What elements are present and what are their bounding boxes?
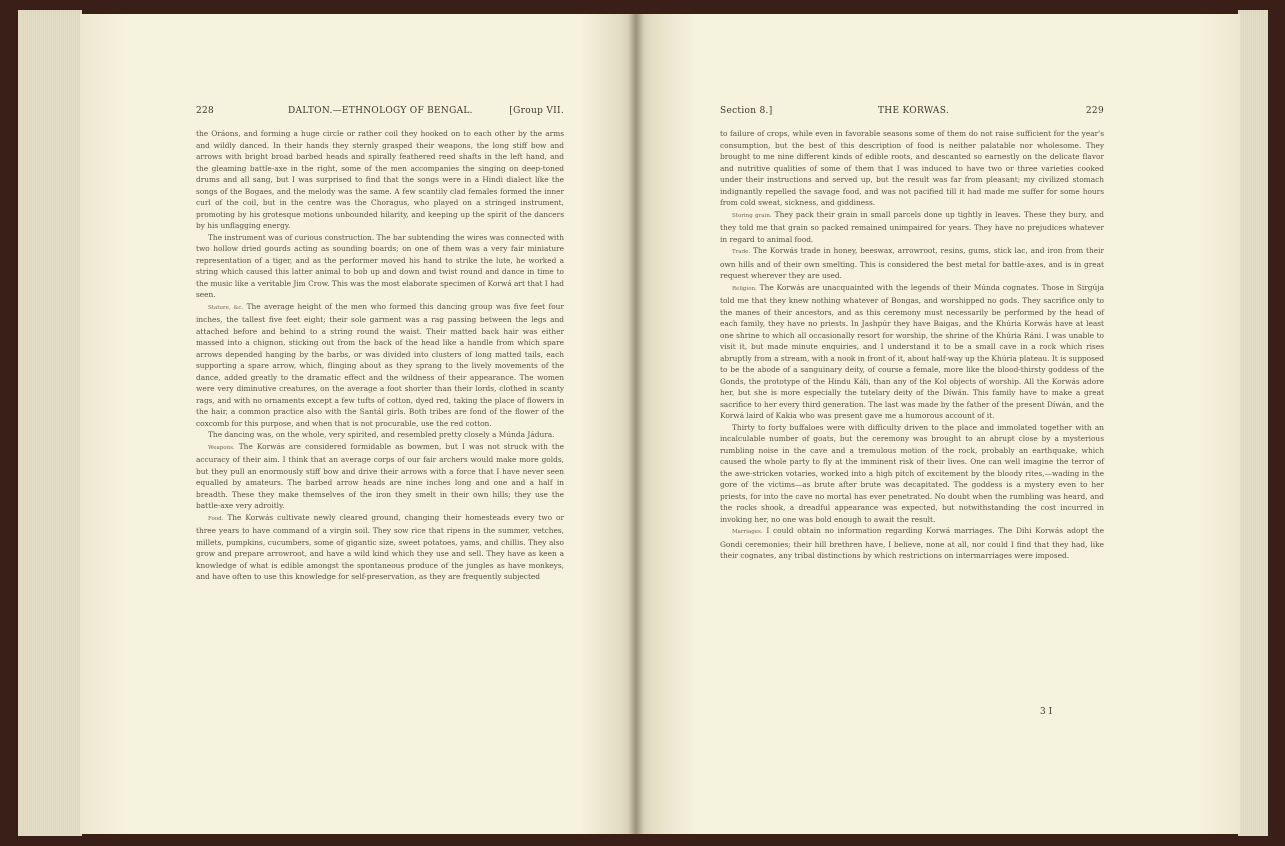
paragraph-text: The Korwás cultivate newly cleared ground, changing their homesteads every two or three years to have command of a virgin soil. They sow rice that ripens in the summer, vetches, millets, pumpkins, cucumbers, some of gigantic size, sweet potatoes, yams, and chillis. They also grow and prepare arrowroot, and have a wild kind which they use and sell. They have as keen a knowledge of what is edible amongst the spontaneous produce of the jungles as have monkeys, and have often to use this knowledge for self-preservation, as they are frequently subjected xyxy=(196,512,564,581)
paragraph-text: They pack their grain in small parcels done up tightly in leaves. These they bury, and they told me that grain so packed remained unimpaired for years. They have no prejudices whatever in regard to animal food. xyxy=(720,209,1104,244)
side-note: Weapons. xyxy=(208,444,235,451)
left-page-header xyxy=(196,106,564,120)
right-page-header xyxy=(720,106,1104,120)
side-note: Storing grain. xyxy=(732,212,772,219)
paragraph xyxy=(720,525,1104,562)
paragraph-text: The Korwás are considered formidable as bowmen, but I was not struck with the accuracy of their aim. I think that an average corps of our fair archers would make more golds, but they pull an enormously stiff bow and drive their arrows with a force that I have never seen equalled by amateurs. The barbed arrow heads are nine inches long and one and a half in breadth. These they make themselves of the iron they smelt in their own hills; they use the battle-axe very adroitly. xyxy=(196,441,565,510)
paragraph: Thirty to forty buffaloes were with difficulty driven to the place and immolated together with an incalculable number of goats, but the ceremony was brought to an abrupt close by a mysterious rumbling noise in the cave and a tremulous motion of the rock, probably an earthquake, which caused the whole party to fly at the imminent risk of their lives. One can well imagine the terror of the awe-stricken votaries, worked into a high pitch of excitement by the bloody rites,—wading in the gore of the victims—as brute after brute was decapitated. The goddess is a mystery even to her priests, for into the cave no mortal has ever penetrated. No doubt when the rumbling was heard, and the rocks shook, a dreadful appearance was expected, but notwithstanding the cost incurred in invoking her, no one was bold enough to await the result. xyxy=(720,422,1104,524)
paragraph-text: The average height of the men who formed this dancing group was five feet four inches, the tallest five feet eight; their sole garment was a rag passing between the legs and attached before and behind to a string round the waist. Their matted back hair was either massed into a chignon, sticking out from the back of the head like a handle from which spare arrows depended hanging by the barbs, or was divided into clusters of long matted tails, each supporting a spare arrow, which, flinging about as they sprang to the lively movements of the dance, added greatly to the dramatic effect and the wildness of their appearance. The women were very diminutive creatures, on the average a foot shorter than their lords, clothed in scanty rags, and with no ornaments except a few tufts of cotton, dyed red, taking the place of flowers in the hair, a common practice also with the Santál girls. Both tribes are fond of the flower of the coxcomb for this purpose, and when that is not procurable, use the red cotton. xyxy=(196,301,564,428)
running-head: DALTON.—ETHNOLOGY OF BENGAL. xyxy=(288,106,473,116)
book-gutter xyxy=(628,14,644,834)
right-page-stack xyxy=(1238,10,1268,836)
page-number: 229 xyxy=(1085,106,1104,116)
signature-mark: 3 I xyxy=(1040,707,1053,717)
paragraph xyxy=(196,441,564,512)
paragraph: the Oráons, and forming a huge circle or rather coil they hooked on to each other by the arms and wildly danced. In their hands they sternly grasped their weapons, the long stiff bow and arrows with bright broad barbed heads and spirally feathered reed shafts in the left hand, and the gleaming battle-axe in the right, some of the men accompanies the singing on deep-toned drums and all sang, but I was surprised to find that the songs were in a Hindi dialect like the songs of the Bogaes, and the melody was the same. A few scantily clad females formed the inner curl of the coil, but in the centre was the Choragus, who played on a stringed instrument, promoting by his grotesque motions unbounded hilarity, and keeping up the spirit of the dancers by his unflagging energy. xyxy=(196,129,564,230)
paragraph: The instrument was of curious construction. The bar subtending the wires was connected with two hollow dried gourds acting as sounding boards; on one of them was a very fair miniature representation of a tiger, and as the performer moved his hand to strike the lute, he worked a string which caused this latter animal to bob up and down and twist round and dance in time to the music like a veritable Jim Crow. This was the most elaborate specimen of Korwá art that I had seen. xyxy=(196,232,564,299)
paragraph xyxy=(720,245,1104,282)
paragraph: to failure of crops, while even in favorable seasons some of them do not raise sufficient for the year's consumption, but the best of this description of food is neither palatable nor wholesome. They brought to me nine different kinds of edible roots, and descanted so earnestly on the delicate flavor and nutritive qualities of some of them that I was induced to have two or three varieties cooked under their instructions and served up, but the result was far from pleasant; my civilized stomach indignantly repelled the savage food, and was not pacified till it had made me suffer for some hours from cold sweat, sickness, and giddiness. xyxy=(720,129,1104,207)
running-head: THE KORWAS. xyxy=(878,106,950,116)
group-label: [Group VII. xyxy=(509,106,564,116)
paragraph xyxy=(720,209,1104,246)
section-label: Section 8.] xyxy=(720,106,773,116)
right-page-body xyxy=(720,128,1104,562)
paragraph xyxy=(196,512,564,583)
right-page xyxy=(636,14,1240,834)
left-page xyxy=(80,14,636,834)
side-note: Food. xyxy=(208,515,224,522)
paragraph-text: I could obtain no information regarding Korwá marriages. The Dihi Korwás adopt the Gondi ceremonies; their hill brethren have, I believe, none at all, nor could I find that they had, like their cognates, any tribal distinctions by which restrictions on intermarriages were imposed. xyxy=(720,526,1104,560)
side-note: Trade. xyxy=(732,249,751,255)
paragraph-text: The Korwás trade in honey, beeswax, arrowroot, resins, gums, stick lac, and iron from their own hills and of their own smelting. This is considered the best metal for battle-axes, and is in great request wherever they are used. xyxy=(720,246,1104,280)
side-note: Marriages. xyxy=(732,529,763,535)
left-page-body xyxy=(196,128,564,583)
paragraph: The dancing was, on the whole, very spirited, and resembled pretty closely a Múnda Jádura. xyxy=(208,430,555,439)
paragraph xyxy=(196,301,564,430)
side-note: Stature, &c. xyxy=(208,304,244,311)
paragraph-text: The Korwás are unacquainted with the legends of their Múnda cognates. Those in Sirgúja told me that they knew nothing whatever of Bongas, and worshipped no gods. They sacrifice only to the manes of their ancestors, and as this ceremony must necessarily be performed by the head of each family, they have no priests. In Jashpúr they have Baigas, and the Khúria Korwás have at least one shrine to which all occasionally resort for worship, the shrine of the Khúria Ráni. I was unable to visit it, but made minute enquiries, and I understand it to be a small cave in a rock which rises abruptly from a stream, with a nook in front of it, about half-way up the Khúria plateau. It is supposed to be the abode of a sanguinary deity, of course a female, more like the blood-thirsty goddess of the Gonds, the prototype of the Hindu Káli, than any of the Kol objects of worship. All the Korwás adore her, but she is more especially the tutelary deity of the Díwán. This family have to make a great sacrifice to her every third generation. The last was made by the father of the present Díwán, and the Korwá laird of Kakia who was present gave me a humorous account of it. xyxy=(720,282,1104,420)
side-note: Religion. xyxy=(732,285,757,292)
page-number: 228 xyxy=(196,106,215,116)
left-page-stack xyxy=(18,10,82,836)
paragraph xyxy=(720,282,1104,422)
